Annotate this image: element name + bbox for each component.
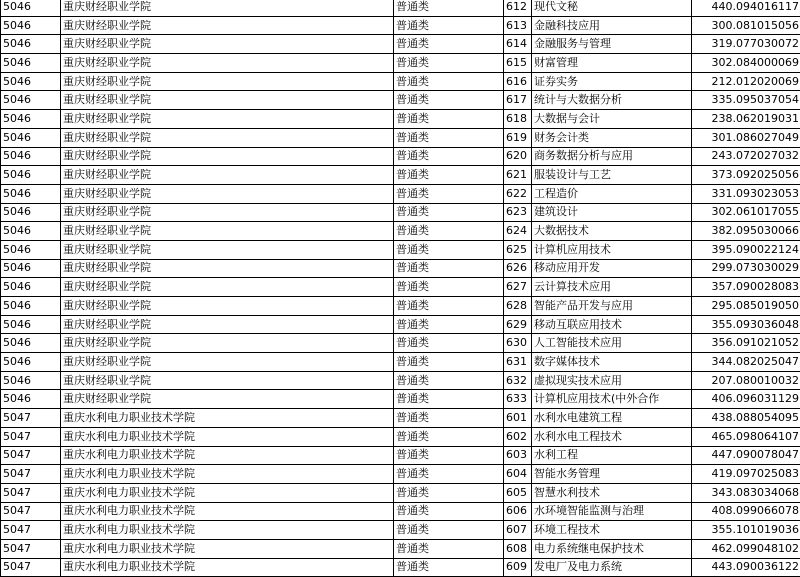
major-name-cell[interactable]: 智能产品开发与应用 [532, 297, 692, 316]
table-row [1, 278, 800, 297]
category-cell[interactable]: 普通类 [394, 521, 504, 540]
school-code-cell[interactable]: 5046 [1, 240, 61, 259]
school-code-cell[interactable]: 5046 [1, 35, 61, 54]
major-name-cell[interactable]: 人工智能技术应用 [532, 334, 692, 353]
score-cell[interactable]: 406.096031129 [692, 390, 800, 409]
school-name-cell[interactable]: 重庆财经职业学院 [61, 390, 394, 409]
score-cell[interactable]: 382.095030066 [692, 222, 800, 241]
category-cell[interactable]: 普通类 [394, 539, 504, 558]
school-code-cell[interactable]: 5046 [1, 91, 61, 110]
school-name-cell[interactable]: 重庆财经职业学院 [61, 54, 394, 73]
score-cell[interactable]: 302.061017055 [692, 203, 800, 222]
major-code-cell[interactable]: 602 [504, 427, 532, 446]
major-code-cell[interactable]: 603 [504, 446, 532, 465]
major-name-cell[interactable]: 移动互联应用技术 [532, 315, 692, 334]
category-cell[interactable]: 普通类 [394, 446, 504, 465]
major-code-cell[interactable]: 631 [504, 353, 532, 372]
score-cell[interactable]: 357.090028083 [692, 278, 800, 297]
school-name-cell[interactable]: 重庆财经职业学院 [61, 203, 394, 222]
school-code-cell[interactable]: 5046 [1, 259, 61, 278]
table-row [1, 465, 800, 484]
score-cell[interactable]: 302.084000069 [692, 54, 800, 73]
school-code-cell[interactable]: 5046 [1, 390, 61, 409]
major-name-cell[interactable]: 智能水务管理 [532, 465, 692, 484]
school-name-cell[interactable]: 重庆财经职业学院 [61, 166, 394, 185]
table-row [1, 259, 800, 278]
major-name-cell[interactable]: 电力系统继电保护技术 [532, 539, 692, 558]
major-code-cell[interactable]: 625 [504, 240, 532, 259]
school-code-cell[interactable]: 5047 [1, 446, 61, 465]
school-name-cell[interactable]: 重庆财经职业学院 [61, 72, 394, 91]
category-cell[interactable]: 普通类 [394, 16, 504, 35]
major-code-cell[interactable]: 601 [504, 409, 532, 428]
table-row [1, 483, 800, 502]
major-name-cell[interactable]: 水利工程 [532, 446, 692, 465]
major-code-cell[interactable]: 626 [504, 259, 532, 278]
score-cell[interactable]: 395.090022124 [692, 240, 800, 259]
major-code-cell[interactable]: 632 [504, 371, 532, 390]
school-name-cell[interactable]: 重庆财经职业学院 [61, 334, 394, 353]
major-name-cell[interactable]: 环境工程技术 [532, 521, 692, 540]
school-code-cell[interactable]: 5047 [1, 521, 61, 540]
category-cell[interactable]: 普通类 [394, 315, 504, 334]
major-code-cell[interactable]: 627 [504, 278, 532, 297]
school-name-cell[interactable]: 重庆财经职业学院 [61, 16, 394, 35]
school-name-cell[interactable]: 重庆水利电力职业技术学院 [61, 465, 394, 484]
school-name-cell[interactable]: 重庆财经职业学院 [61, 240, 394, 259]
major-name-cell[interactable]: 财务会计类 [532, 128, 692, 147]
school-code-cell[interactable]: 5046 [1, 110, 61, 129]
school-code-cell[interactable]: 5047 [1, 502, 61, 521]
school-name-cell[interactable]: 重庆财经职业学院 [61, 91, 394, 110]
school-name-cell[interactable]: 重庆水利电力职业技术学院 [61, 483, 394, 502]
category-cell[interactable]: 普通类 [394, 110, 504, 129]
school-name-cell[interactable]: 重庆财经职业学院 [61, 110, 394, 129]
table-row [1, 427, 800, 446]
school-name-cell[interactable]: 重庆水利电力职业技术学院 [61, 521, 394, 540]
table-row [1, 72, 800, 91]
major-code-cell[interactable]: 615 [504, 54, 532, 73]
category-cell[interactable]: 普通类 [394, 409, 504, 428]
category-cell[interactable]: 普通类 [394, 259, 504, 278]
score-cell[interactable]: 207.080010032 [692, 371, 800, 390]
score-cell[interactable]: 295.085019050 [692, 297, 800, 316]
score-cell[interactable]: 355.093036048 [692, 315, 800, 334]
school-code-cell[interactable]: 5046 [1, 147, 61, 166]
school-code-cell[interactable]: 5047 [1, 558, 61, 577]
category-cell[interactable]: 普通类 [394, 390, 504, 409]
major-code-cell[interactable]: 606 [504, 502, 532, 521]
category-cell[interactable]: 普通类 [394, 72, 504, 91]
school-code-cell[interactable]: 5046 [1, 166, 61, 185]
score-cell[interactable]: 300.081015056 [692, 16, 800, 35]
school-name-cell[interactable]: 重庆财经职业学院 [61, 353, 394, 372]
major-code-cell[interactable]: 613 [504, 16, 532, 35]
school-code-cell[interactable]: 5046 [1, 128, 61, 147]
school-code-cell[interactable]: 5046 [1, 297, 61, 316]
score-cell[interactable]: 331.093023053 [692, 184, 800, 203]
table-row [1, 166, 800, 185]
major-name-cell[interactable]: 云计算技术应用 [532, 278, 692, 297]
major-name-cell[interactable]: 虚拟现实技术应用 [532, 371, 692, 390]
category-cell[interactable]: 普通类 [394, 353, 504, 372]
major-name-cell[interactable]: 财富管理 [532, 54, 692, 73]
school-name-cell[interactable]: 重庆水利电力职业技术学院 [61, 539, 394, 558]
category-cell[interactable]: 普通类 [394, 166, 504, 185]
category-cell[interactable]: 普通类 [394, 147, 504, 166]
table-row [1, 315, 800, 334]
table-row [1, 334, 800, 353]
school-name-cell[interactable]: 重庆水利电力职业技术学院 [61, 446, 394, 465]
major-name-cell[interactable]: 建筑设计 [532, 203, 692, 222]
category-cell[interactable]: 普通类 [394, 278, 504, 297]
score-cell[interactable]: 462.099048102 [692, 539, 800, 558]
category-cell[interactable]: 普通类 [394, 222, 504, 241]
category-cell[interactable]: 普通类 [394, 371, 504, 390]
category-cell[interactable]: 普通类 [394, 0, 504, 16]
major-code-cell[interactable]: 630 [504, 334, 532, 353]
school-code-cell[interactable]: 5046 [1, 222, 61, 241]
table-row [1, 222, 800, 241]
major-name-cell[interactable]: 计算机应用技术 [532, 240, 692, 259]
category-cell[interactable]: 普通类 [394, 91, 504, 110]
score-cell[interactable]: 355.101019036 [692, 521, 800, 540]
major-code-cell[interactable]: 633 [504, 390, 532, 409]
major-name-cell[interactable]: 大数据与会计 [532, 110, 692, 129]
table-row [1, 521, 800, 540]
school-code-cell[interactable]: 5046 [1, 72, 61, 91]
major-code-cell[interactable]: 607 [504, 521, 532, 540]
category-cell[interactable]: 普通类 [394, 465, 504, 484]
table-row [1, 110, 800, 129]
score-cell[interactable]: 408.099066078 [692, 502, 800, 521]
school-name-cell[interactable]: 重庆财经职业学院 [61, 128, 394, 147]
school-code-cell[interactable]: 5046 [1, 54, 61, 73]
score-cell[interactable]: 301.086027049 [692, 128, 800, 147]
table-row [1, 16, 800, 35]
table-row [1, 390, 800, 409]
school-code-cell[interactable]: 5047 [1, 483, 61, 502]
major-name-cell[interactable]: 大数据技术 [532, 222, 692, 241]
school-name-cell[interactable]: 重庆财经职业学院 [61, 184, 394, 203]
school-name-cell[interactable]: 重庆财经职业学院 [61, 259, 394, 278]
major-code-cell[interactable]: 617 [504, 91, 532, 110]
category-cell[interactable]: 普通类 [394, 35, 504, 54]
category-cell[interactable]: 普通类 [394, 483, 504, 502]
table-row [1, 502, 800, 521]
major-name-cell[interactable]: 金融科技应用 [532, 16, 692, 35]
major-name-cell[interactable]: 服装设计与工艺 [532, 166, 692, 185]
major-code-cell[interactable]: 621 [504, 166, 532, 185]
major-name-cell[interactable]: 水利水电工程技术 [532, 427, 692, 446]
major-code-cell[interactable]: 614 [504, 35, 532, 54]
score-cell[interactable]: 299.073030029 [692, 259, 800, 278]
category-cell[interactable]: 普通类 [394, 558, 504, 577]
school-name-cell[interactable]: 重庆水利电力职业技术学院 [61, 409, 394, 428]
table-row [1, 35, 800, 54]
school-name-cell[interactable]: 重庆财经职业学院 [61, 35, 394, 54]
table-row [1, 353, 800, 372]
score-cell[interactable]: 335.095037054 [692, 91, 800, 110]
score-cell[interactable]: 343.083034068 [692, 483, 800, 502]
major-name-cell[interactable]: 商务数据分析与应用 [532, 147, 692, 166]
major-code-cell[interactable]: 618 [504, 110, 532, 129]
school-code-cell[interactable]: 5046 [1, 278, 61, 297]
major-name-cell[interactable]: 工程造价 [532, 184, 692, 203]
school-name-cell[interactable]: 重庆财经职业学院 [61, 297, 394, 316]
major-name-cell[interactable]: 计算机应用技术(中外合作 [532, 390, 692, 409]
major-code-cell[interactable]: 608 [504, 539, 532, 558]
major-name-cell[interactable]: 证券实务 [532, 72, 692, 91]
score-cell[interactable]: 443.090036122 [692, 558, 800, 577]
school-code-cell[interactable]: 5046 [1, 315, 61, 334]
score-cell[interactable]: 356.091021052 [692, 334, 800, 353]
major-name-cell[interactable]: 智慧水利技术 [532, 483, 692, 502]
school-name-cell[interactable]: 重庆财经职业学院 [61, 371, 394, 390]
score-cell[interactable]: 440.094016117 [692, 0, 800, 16]
major-code-cell[interactable]: 612 [504, 0, 532, 16]
table-row [1, 240, 800, 259]
category-cell[interactable]: 普通类 [394, 240, 504, 259]
category-cell[interactable]: 普通类 [394, 427, 504, 446]
table-row [1, 184, 800, 203]
school-code-cell[interactable]: 5046 [1, 184, 61, 203]
school-code-cell[interactable]: 5046 [1, 203, 61, 222]
category-cell[interactable]: 普通类 [394, 128, 504, 147]
score-cell[interactable]: 447.090078047 [692, 446, 800, 465]
table-row [1, 54, 800, 73]
table-row [1, 0, 800, 16]
school-code-cell[interactable]: 5047 [1, 465, 61, 484]
school-code-cell[interactable]: 5046 [1, 371, 61, 390]
category-cell[interactable]: 普通类 [394, 334, 504, 353]
score-cell[interactable]: 373.092025056 [692, 166, 800, 185]
score-cell[interactable]: 243.072027032 [692, 147, 800, 166]
category-cell[interactable]: 普通类 [394, 184, 504, 203]
school-name-cell[interactable]: 重庆财经职业学院 [61, 147, 394, 166]
score-cell[interactable]: 238.062019031 [692, 110, 800, 129]
table-row [1, 539, 800, 558]
category-cell[interactable]: 普通类 [394, 297, 504, 316]
score-cell[interactable]: 465.098064107 [692, 427, 800, 446]
school-name-cell[interactable]: 重庆财经职业学院 [61, 278, 394, 297]
table-row [1, 128, 800, 147]
category-cell[interactable]: 普通类 [394, 203, 504, 222]
category-cell[interactable]: 普通类 [394, 54, 504, 73]
major-code-cell[interactable]: 616 [504, 72, 532, 91]
school-name-cell[interactable]: 重庆水利电力职业技术学院 [61, 558, 394, 577]
major-name-cell[interactable]: 现代文秘 [532, 0, 692, 16]
table-row [1, 371, 800, 390]
score-cell[interactable]: 212.012020069 [692, 72, 800, 91]
category-cell[interactable]: 普通类 [394, 502, 504, 521]
major-code-cell[interactable]: 609 [504, 558, 532, 577]
table-row [1, 203, 800, 222]
score-cell[interactable]: 319.077030072 [692, 35, 800, 54]
score-cell[interactable]: 344.082025047 [692, 353, 800, 372]
school-code-cell[interactable]: 5046 [1, 353, 61, 372]
major-name-cell[interactable]: 数字媒体技术 [532, 353, 692, 372]
major-code-cell[interactable]: 605 [504, 483, 532, 502]
table-row [1, 297, 800, 316]
table-body [1, 0, 800, 577]
school-code-cell[interactable]: 5047 [1, 427, 61, 446]
major-code-cell[interactable]: 619 [504, 128, 532, 147]
major-code-cell[interactable]: 623 [504, 203, 532, 222]
major-name-cell[interactable]: 发电厂及电力系统 [532, 558, 692, 577]
school-name-cell[interactable]: 重庆财经职业学院 [61, 222, 394, 241]
school-code-cell[interactable]: 5047 [1, 409, 61, 428]
major-code-cell[interactable]: 622 [504, 184, 532, 203]
major-name-cell[interactable]: 水利水电建筑工程 [532, 409, 692, 428]
major-name-cell[interactable]: 统计与大数据分析 [532, 91, 692, 110]
major-code-cell[interactable]: 624 [504, 222, 532, 241]
major-code-cell[interactable]: 629 [504, 315, 532, 334]
school-code-cell[interactable]: 5047 [1, 539, 61, 558]
school-name-cell[interactable]: 重庆财经职业学院 [61, 315, 394, 334]
school-name-cell[interactable]: 重庆水利电力职业技术学院 [61, 427, 394, 446]
major-name-cell[interactable]: 水环境智能监测与治理 [532, 502, 692, 521]
major-code-cell[interactable]: 620 [504, 147, 532, 166]
table-row [1, 558, 800, 577]
table-row [1, 409, 800, 428]
table-row [1, 446, 800, 465]
major-code-cell[interactable]: 628 [504, 297, 532, 316]
major-name-cell[interactable]: 移动应用开发 [532, 259, 692, 278]
school-code-cell[interactable]: 5046 [1, 0, 61, 16]
table-row [1, 147, 800, 166]
school-code-cell[interactable]: 5046 [1, 334, 61, 353]
major-code-cell[interactable]: 604 [504, 465, 532, 484]
major-name-cell[interactable]: 金融服务与管理 [532, 35, 692, 54]
school-name-cell[interactable]: 重庆水利电力职业技术学院 [61, 502, 394, 521]
score-cell[interactable]: 419.097025083 [692, 465, 800, 484]
school-name-cell[interactable]: 重庆财经职业学院 [61, 0, 394, 16]
school-code-cell[interactable]: 5046 [1, 16, 61, 35]
table-row [1, 91, 800, 110]
score-cell[interactable]: 438.088054095 [692, 409, 800, 428]
